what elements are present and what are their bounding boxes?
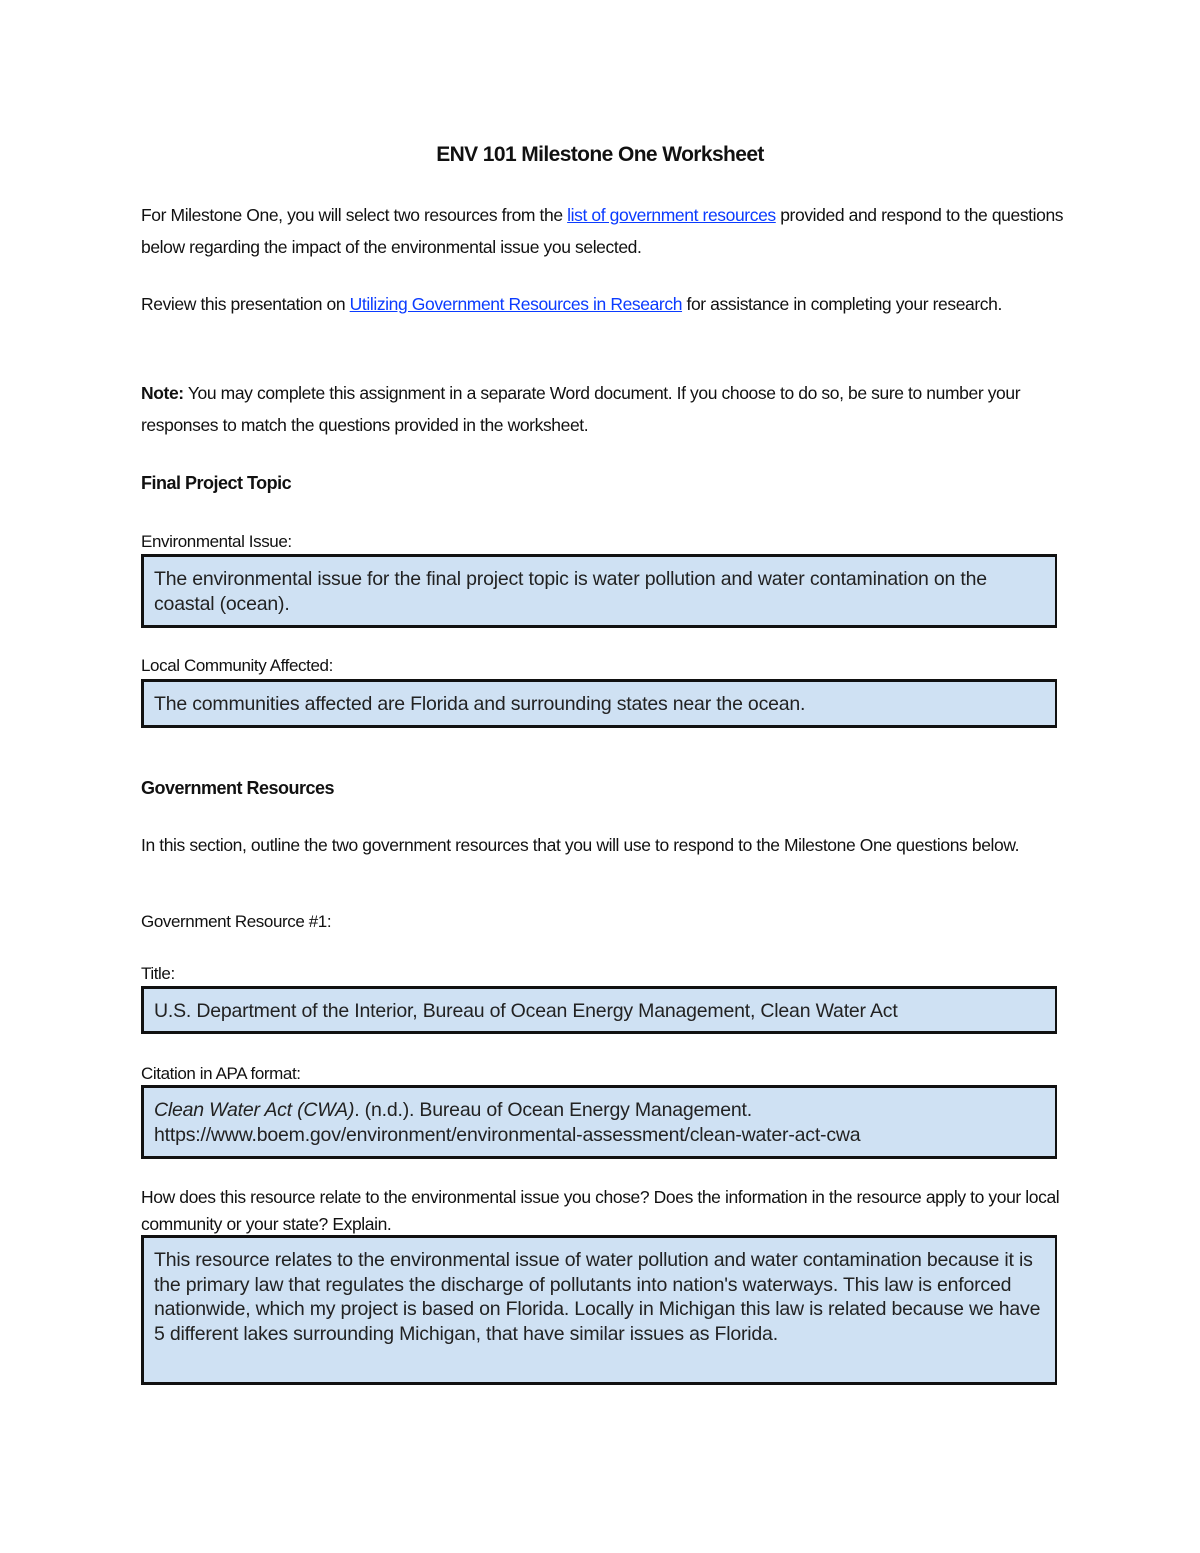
- local-community-label: Local Community Affected:: [141, 656, 333, 675]
- local-community-answer-field[interactable]: [141, 679, 1057, 728]
- note-text: You may complete this assignment in a separate Word document. If you choose to do so, be sure to number your responses to match the questions provided in the worksheet.: [141, 383, 1021, 435]
- intro-paragraph: [141, 200, 1071, 263]
- note-label: Note:: [141, 383, 184, 403]
- citation-url: https://www.boem.gov/environment/environmental-assessment/clean-water-act-cwa: [154, 1123, 861, 1146]
- government-resources-list-link[interactable]: list of government resources: [567, 205, 776, 225]
- environmental-issue-label: Environmental Issue:: [141, 532, 292, 551]
- utilizing-resources-presentation-link[interactable]: Utilizing Government Resources in Research: [349, 294, 683, 314]
- resource-relation-answer-field[interactable]: [141, 1235, 1057, 1385]
- citation-rest: . (n.d.). Bureau of Ocean Energy Management.: [354, 1099, 752, 1121]
- review-text-after: for assistance in completing your research.: [682, 294, 1002, 314]
- resource-relation-question: How does this resource relate to the environmental issue you chose? Does the information in the resource apply to your local community or your state? Explain.: [141, 1187, 1060, 1234]
- note-paragraph: [141, 378, 1071, 441]
- document-title: ENV 101 Milestone One Worksheet: [436, 143, 764, 166]
- resource-title-answer-field[interactable]: [141, 986, 1057, 1034]
- resource-title-answer-text: U.S. Department of the Interior, Bureau of Ocean Energy Management, Clean Water Act: [154, 1000, 898, 1022]
- intro-text-after: provided and respond to the questions below regarding the impact of the environmental issue you selected.: [141, 205, 1064, 257]
- review-text: Review this presentation on: [141, 294, 350, 314]
- review-paragraph: [141, 289, 1071, 321]
- final-project-topic-heading: Final Project Topic: [141, 473, 292, 493]
- intro-text: For Milestone One, you will select two resources from the: [141, 205, 568, 225]
- environmental-issue-answer-field[interactable]: [141, 554, 1057, 628]
- government-resources-heading: Government Resources: [141, 778, 335, 798]
- government-resources-intro: In this section, outline the two government resources that you will use to respond to the Milestone One questions below.: [141, 835, 1020, 855]
- resource-relation-answer-text: This resource relates to the environmental issue of water pollution and water contamination because it is the primary law that regulates the discharge of pollutants into nation's waterways. This law is enforced nationwide, which my project is based on Florida. Locally in Michigan this law is related because we have 5 different lakes surrounding Michigan, that have similar issues as Florida.: [154, 1249, 1041, 1345]
- government-resource-1-label: Government Resource #1:: [141, 912, 332, 931]
- citation-answer-field[interactable]: [141, 1085, 1057, 1159]
- citation-label: Citation in APA format:: [141, 1064, 301, 1083]
- local-community-answer-text: The communities affected are Florida and surrounding states near the ocean.: [154, 693, 806, 715]
- resource-title-label: Title:: [141, 964, 175, 983]
- citation-italic-title: Clean Water Act (CWA): [154, 1099, 355, 1121]
- environmental-issue-answer-text: The environmental issue for the final project topic is water pollution and water contamination on the coastal (ocean).: [154, 568, 987, 615]
